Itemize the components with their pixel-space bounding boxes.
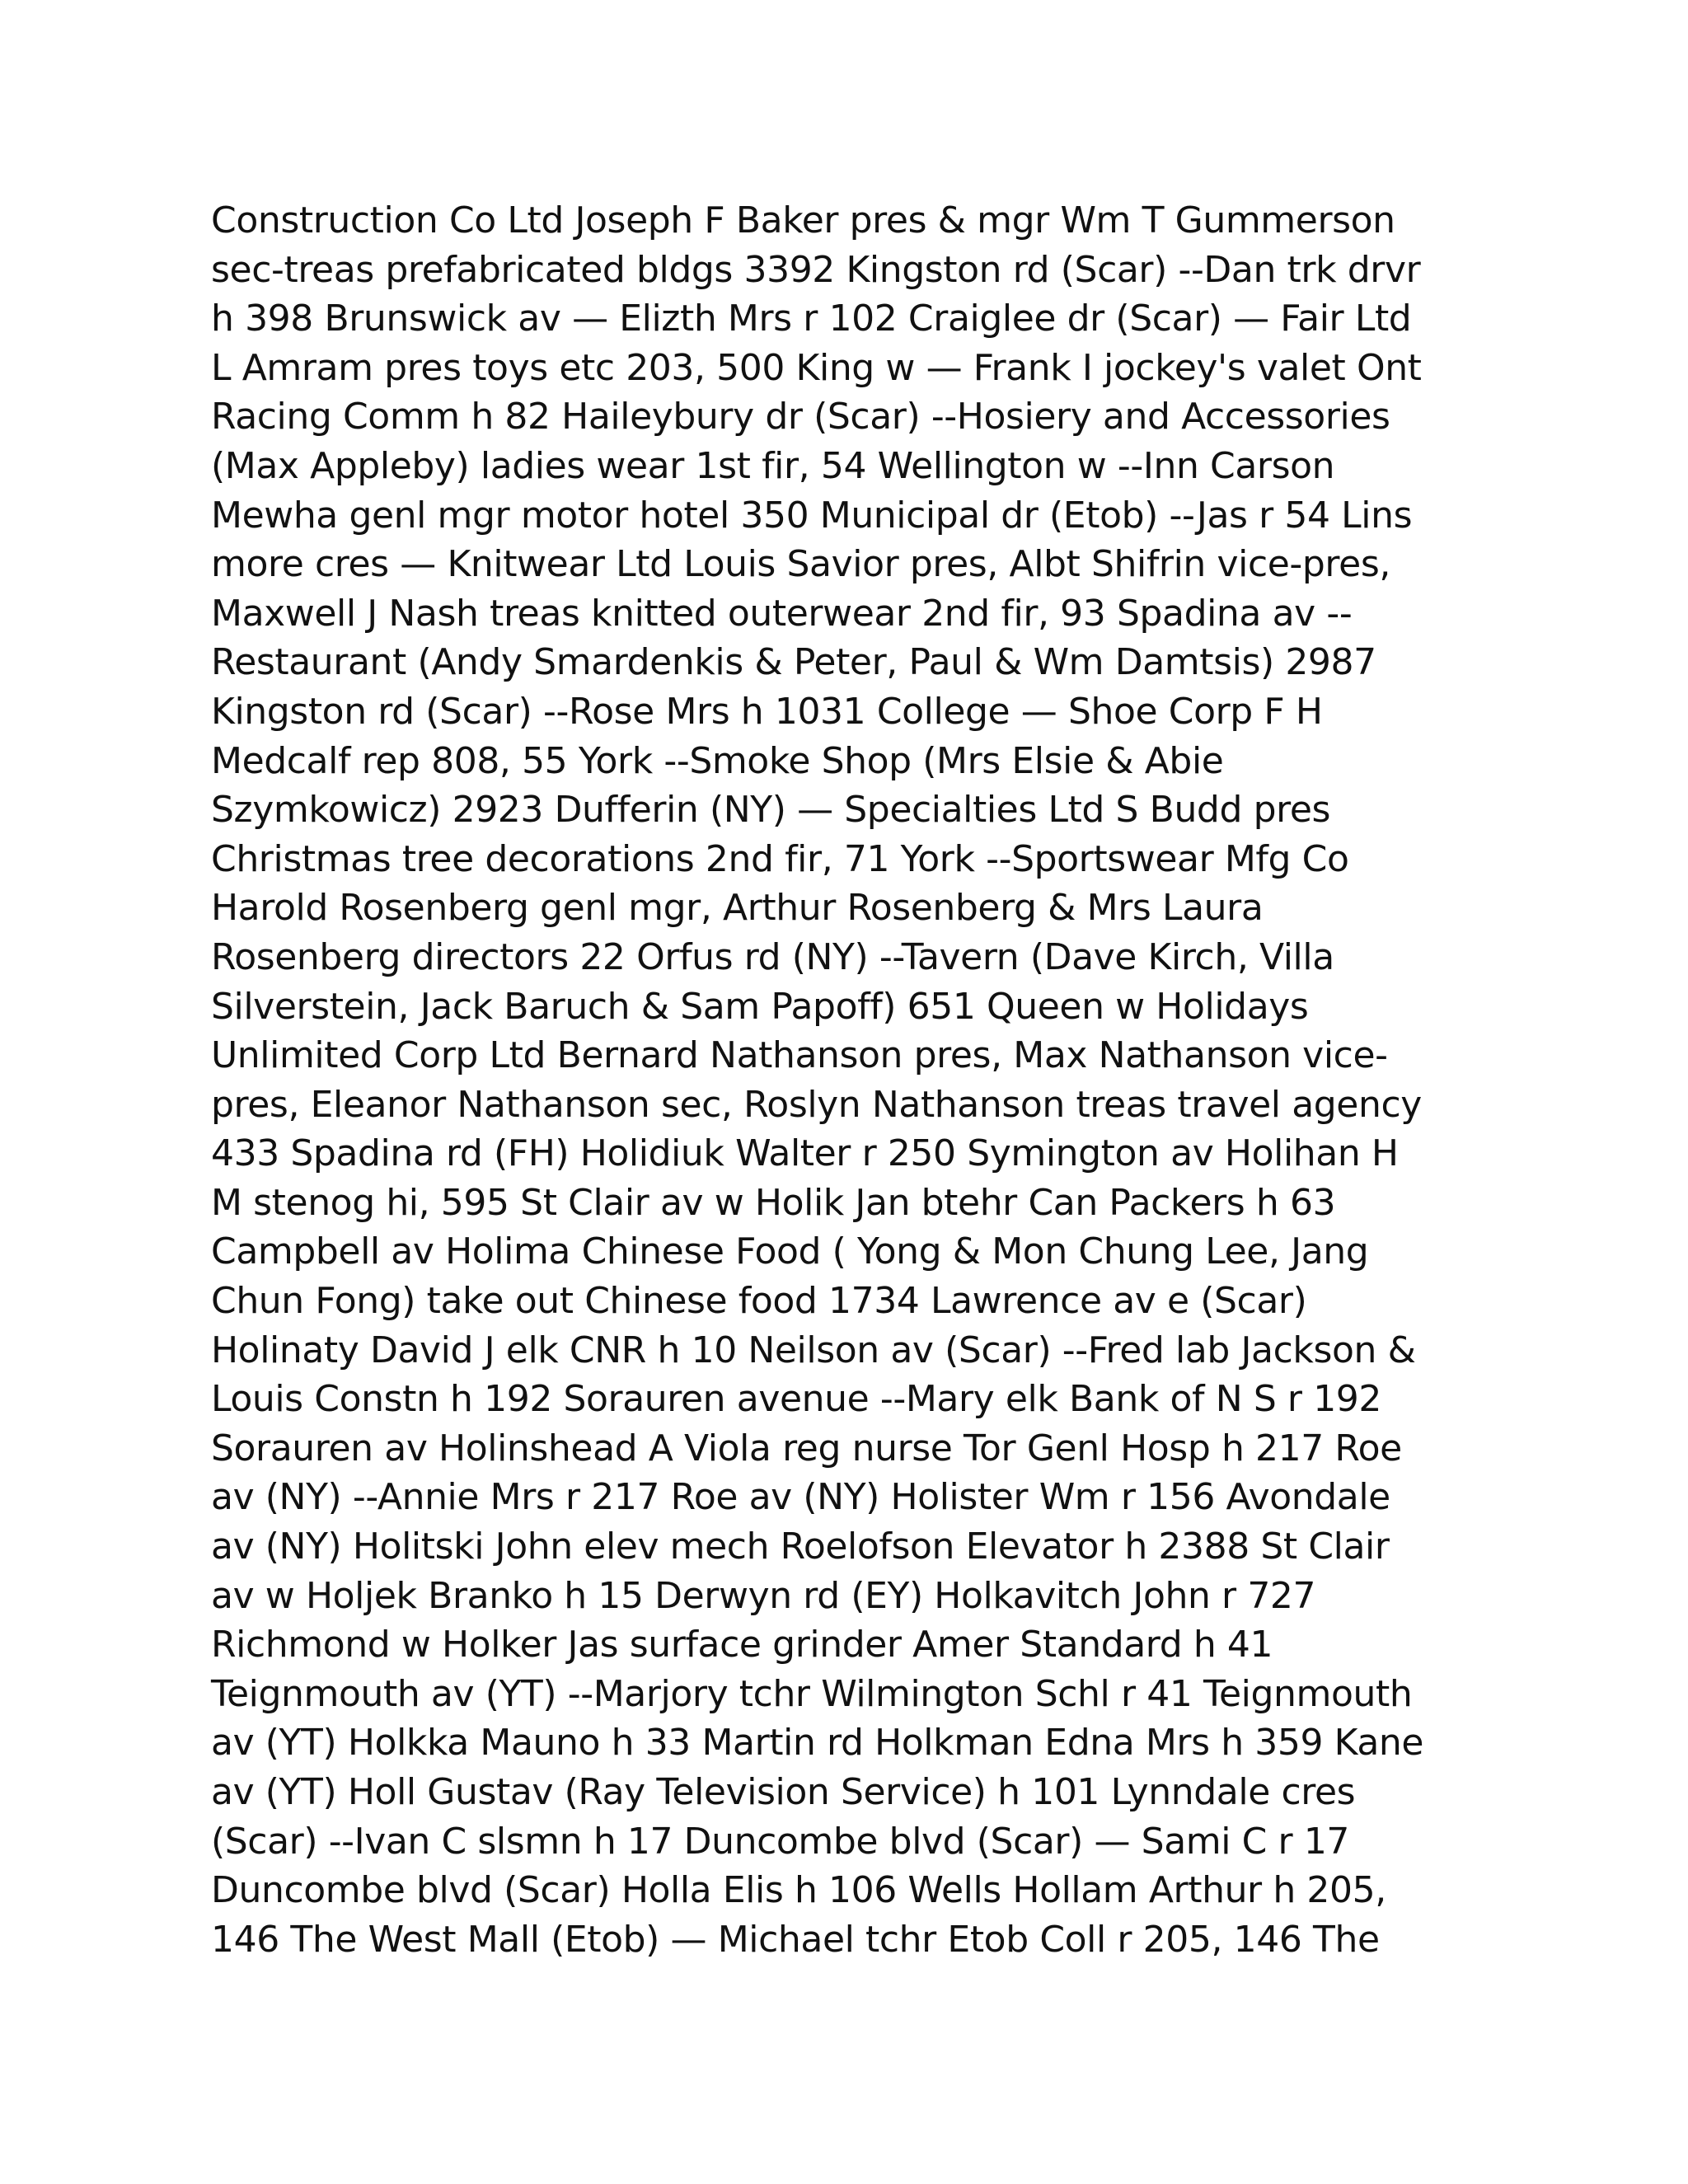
text-line: Teignmouth av (YT) --Marjory tchr Wilmington Schl r 41 Teignmouth: [211, 1672, 1413, 1715]
directory-text-block: [211, 196, 1497, 1964]
text-line: M stenog hi, 595 St Clair av w Holik Jan btehr Can Packers h 63: [211, 1181, 1336, 1224]
text-line: (Scar) --Ivan C slsmn h 17 Duncombe blvd (Scar) — Sami C r 17: [211, 1820, 1350, 1863]
text-line: 146 The West Mall (Etob) — Michael tchr Etob Coll r 205, 146 The: [211, 1918, 1380, 1961]
text-line: Louis Constn h 192 Sorauren avenue --Mary elk Bank of N S r 192: [211, 1378, 1381, 1421]
text-line: Duncombe blvd (Scar) Holla Elis h 106 Wells Hollam Arthur h 205,: [211, 1869, 1386, 1912]
text-line: 433 Spadina rd (FH) Holidiuk Walter r 250 Symington av Holihan H: [211, 1132, 1399, 1175]
text-line: Rosenberg directors 22 Orfus rd (NY) --Tavern (Dave Kirch, Villa: [211, 935, 1334, 978]
text-line: Sorauren av Holinshead A Viola reg nurse Tor Genl Hosp h 217 Roe: [211, 1427, 1402, 1469]
text-line: Szymkowicz) 2923 Dufferin (NY) — Specialties Ltd S Budd pres: [211, 789, 1331, 832]
text-line: av w Holjek Branko h 15 Derwyn rd (EY) Holkavitch John r 727: [211, 1574, 1316, 1617]
text-line: av (YT) Holkka Mauno h 33 Martin rd Holkman Edna Mrs h 359 Kane: [211, 1722, 1424, 1765]
text-line: Chun Fong) take out Chinese food 1734 Lawrence av e (Scar): [211, 1280, 1307, 1323]
text-line: sec-treas prefabricated bldgs 3392 Kingston rd (Scar) --Dan trk drvr: [211, 248, 1421, 291]
text-line: Restaurant (Andy Smardenkis & Peter, Paul & Wm Damtsis) 2987: [211, 641, 1376, 684]
text-line: Christmas tree decorations 2nd fir, 71 York --Sportswear Mfg Co: [211, 837, 1349, 880]
text-line: Silverstein, Jack Baruch & Sam Papoff) 651 Queen w Holidays: [211, 985, 1309, 1028]
text-line: (Max Appleby) ladies wear 1st fir, 54 Wellington w --Inn Carson: [211, 444, 1335, 487]
text-line: Campbell av Holima Chinese Food ( Yong & Mon Chung Lee, Jang: [211, 1230, 1369, 1273]
text-line: pres, Eleanor Nathanson sec, Roslyn Nathanson treas travel agency: [211, 1083, 1422, 1126]
text-line: av (NY) Holitski John elev mech Roelofson Elevator h 2388 St Clair: [211, 1526, 1390, 1568]
text-line: L Amram pres toys etc 203, 500 King w — Frank I jockey's valet Ont: [211, 346, 1422, 389]
text-line: Construction Co Ltd Joseph F Baker pres & mgr Wm T Gummerson: [211, 199, 1395, 241]
text-line: Medcalf rep 808, 55 York --Smoke Shop (Mrs Elsie & Abie: [211, 739, 1224, 782]
text-line: Racing Comm h 82 Haileybury dr (Scar) --Hosiery and Accessories: [211, 396, 1390, 438]
text-line: Kingston rd (Scar) --Rose Mrs h 1031 College — Shoe Corp F H: [211, 690, 1323, 733]
text-line: Richmond w Holker Jas surface grinder Amer Standard h 41: [211, 1624, 1273, 1666]
text-line: av (YT) Holl Gustav (Ray Television Service) h 101 Lynndale cres: [211, 1771, 1356, 1813]
text-line: av (NY) --Annie Mrs r 217 Roe av (NY) Holister Wm r 156 Avondale: [211, 1476, 1390, 1519]
text-line: more cres — Knitwear Ltd Louis Savior pres, Albt Shifrin vice-pres,: [211, 543, 1390, 586]
text-line: Maxwell J Nash treas knitted outerwear 2nd fir, 93 Spadina av --: [211, 592, 1353, 635]
text-line: Unlimited Corp Ltd Bernard Nathanson pres, Max Nathanson vice-: [211, 1034, 1388, 1077]
text-line: Holinaty David J elk CNR h 10 Neilson av (Scar) --Fred lab Jackson &: [211, 1329, 1416, 1371]
text-line: Mewha genl mgr motor hotel 350 Municipal dr (Etob) --Jas r 54 Lins: [211, 494, 1413, 537]
text-line: Harold Rosenberg genl mgr, Arthur Rosenberg & Mrs Laura: [211, 887, 1264, 930]
text-line: h 398 Brunswick av — Elizth Mrs r 102 Craiglee dr (Scar) — Fair Ltd: [211, 298, 1412, 340]
